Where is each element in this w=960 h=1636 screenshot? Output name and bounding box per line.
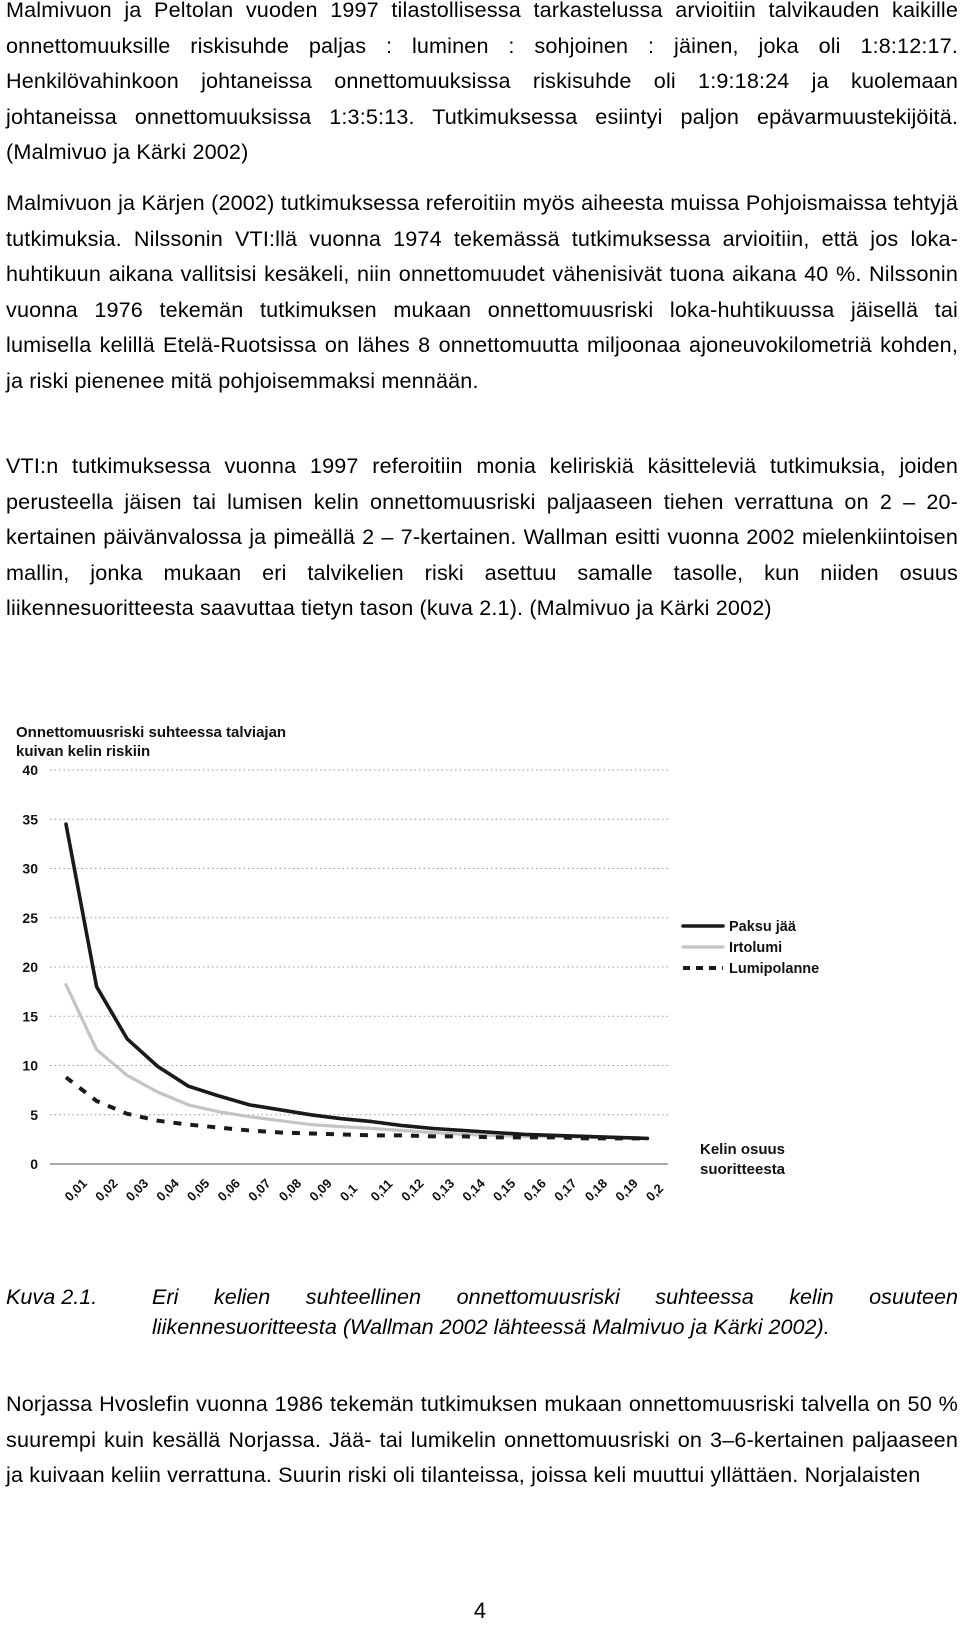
x-tick-label: 0,11 <box>367 1176 396 1205</box>
figure-caption-text: Eri kelien suhteellinen onnettomuusriski suhteessa kelin osuuteen liikennesuoritteesta (Wallman 2002 lähteessä Malmivuo ja Kärki 2002). <box>152 1284 958 1339</box>
legend-label: Lumipolanne <box>729 961 820 977</box>
y-tick-label: 25 <box>22 909 38 926</box>
x-tick-label: 0,12 <box>398 1175 427 1205</box>
figure-caption-label: Kuva 2.1. <box>6 1284 98 1309</box>
risk-line-chart <box>0 720 820 1270</box>
x-tick-label: 0,16 <box>520 1175 550 1205</box>
y-tick-label: 35 <box>22 811 38 828</box>
x-tick-label: 0,07 <box>245 1175 274 1205</box>
y-tick-label: 40 <box>22 762 38 778</box>
x-tick-label: 0,03 <box>122 1175 152 1205</box>
x-tick-label: 0,13 <box>428 1175 458 1205</box>
x-tick-label: 0,09 <box>306 1175 335 1205</box>
y-axis-title: kuivan kelin riskiin <box>16 743 151 760</box>
x-tick-label: 0,14 <box>459 1175 488 1205</box>
x-tick-label: 0,17 <box>551 1175 580 1205</box>
x-tick-label: 0,1 <box>336 1180 361 1205</box>
series-line-lumipolanne <box>66 1077 647 1138</box>
y-tick-label: 10 <box>22 1057 38 1074</box>
x-axis-title: Kelin osuus <box>700 1141 786 1158</box>
figure-chart <box>0 720 820 1270</box>
y-tick-label: 0 <box>30 1156 38 1172</box>
y-tick-label: 5 <box>30 1106 38 1123</box>
y-tick-label: 30 <box>22 860 38 877</box>
x-tick-label: 0,01 <box>61 1175 91 1205</box>
y-tick-label: 20 <box>22 959 38 975</box>
x-tick-label: 0,06 <box>214 1175 244 1205</box>
x-tick-label: 0,19 <box>612 1175 641 1205</box>
paragraph-4: Norjassa Hvoslefin vuonna 1986 tekemän tutkimuksen mukaan onnettomuusriski talvella on 50 % suurempi kuin kesällä Norjassa. Jää- tai lumikelin onnettomuusriski on 3–6-kertainen paljaaseen ja kuivaan keliin verrattuna. Suurin riski oli tilanteissa, joissa keli muuttui yllättäen. Norjalaisten <box>6 1391 958 1487</box>
page-number: 4 <box>473 1598 487 1623</box>
paragraph-3: VTI:n tutkimuksessa vuonna 1997 referoitiin monia keliriskiä käsitteleviä tutkimuksia, joiden perusteella jäisen tai lumisen kelin onnettomuusriski paljaaseen tiehen verrattuna on 2 – 20-kertainen päivänvalossa ja pimeällä 2 – 7-kertainen. Wallman esitti vuonna 2002 mielenkiintoisen mallin, jonka mukaan eri talvikelien riski asettuu samalle tasolle, kun niiden osuus liikennesuoritteesta saavuttaa tietyn tason (kuva 2.1). (Malmivuo ja Kärki 2002) <box>6 453 958 620</box>
y-tick-label: 15 <box>22 1008 38 1025</box>
x-tick-label: 0,04 <box>153 1175 182 1205</box>
legend-label: Paksu jää <box>729 919 796 935</box>
y-axis-title: Onnettomuusriski suhteessa talviajan <box>16 724 287 741</box>
x-tick-label: 0,2 <box>642 1180 667 1205</box>
x-tick-label: 0,05 <box>183 1175 213 1205</box>
x-tick-label: 0,15 <box>489 1175 519 1205</box>
paragraph-2: Malmivuon ja Kärjen (2002) tutkimuksessa referoitiin myös aiheesta muissa Pohjoismaissa tehtyjä tutkimuksia. Nilssonin VTI:llä vuonna 1974 tekemässä tutkimuksessa arvioitiin, että jos loka-huhtikuun aikana vallitsisi kesäkeli, niin onnettomuudet vähenisivät tuona aikana 40 %. Nilssonin vuonna 1976 tekemän tutkimuksen mukaan onnettomuusriski loka-huhtikuussa jäisellä tai lumisella kelillä Etelä-Ruotsissa on lähes 8 onnettomuutta miljoonaa ajoneuvokilometriä kohden, ja riski pienenee mitä pohjoisemmaksi mennään. <box>6 190 958 393</box>
x-axis-title: suoritteesta <box>700 1161 786 1178</box>
x-tick-label: 0,18 <box>581 1175 611 1205</box>
x-tick-label: 0,08 <box>275 1175 305 1205</box>
paragraph-1: Malmivuon ja Peltolan vuoden 1997 tilastollisessa tarkastelussa arvioitiin talvikauden kaikille onnettomuuksille riskisuhde paljas : luminen : sohjoinen : jäinen, joka oli 1:8:12:17. Henkilövahinkoon johtaneissa onnettomuuksissa riskisuhde oli 1:9:18:24 ja kuolemaan johtaneissa onnettomuuksissa 1:3:5:13. Tutkimuksessa esiintyi paljon epävarmuustekijöitä. (Malmivuo ja Kärki 2002) <box>6 0 958 164</box>
x-tick-label: 0,02 <box>92 1175 121 1205</box>
legend-label: Irtolumi <box>729 940 783 956</box>
